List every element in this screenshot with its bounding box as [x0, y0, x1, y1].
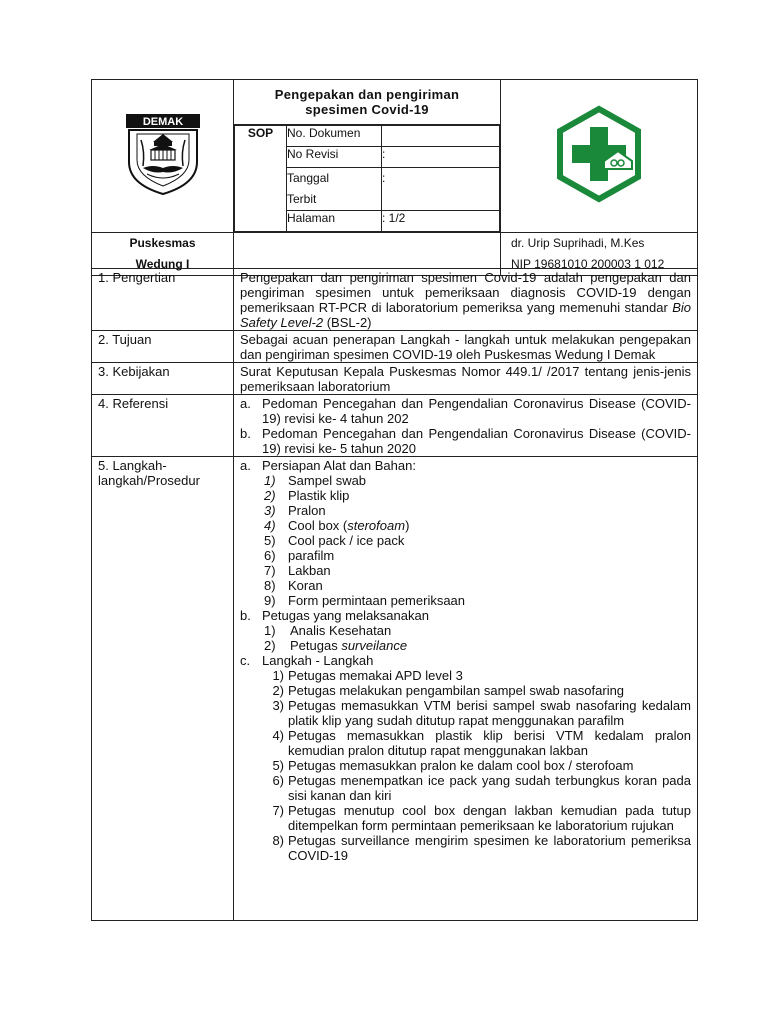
puskesmas-logo-cell — [501, 80, 698, 233]
list-item: 5) Cool pack / ice pack — [264, 533, 405, 548]
meta-label-no-dokumen: No. Dokumen — [287, 126, 382, 147]
list-item: 3) Petugas memasukkan VTM berisi sampel swab nasofaring kedalam platik klip yang sudah ditutup rapat menggunakan parafilm — [272, 698, 691, 728]
value-referensi — [234, 395, 698, 457]
demak-logo-cell — [92, 80, 234, 233]
row-kebijakan — [92, 363, 698, 395]
persiapan-list — [240, 473, 691, 608]
petugas-list — [240, 623, 691, 653]
document-title: Pengepakan dan pengiriman spesimen Covid-19 — [274, 87, 460, 117]
list-item: 2) Petugas melakukan pengambilan sampel swab nasofaring — [272, 683, 625, 698]
list-item: 6) Petugas menempatkan ice pack yang sudah terbungkus koran pada sisi kanan dan kiri — [272, 773, 691, 803]
meta-value-tanggal-terbit: : — [382, 168, 500, 211]
list-item: 9) Form permintaan pemeriksaan — [264, 593, 466, 608]
meta-value-halaman: : 1/2 — [382, 211, 500, 232]
label-tujuan: 2. Tujuan — [92, 331, 234, 363]
puskesmas-cross-logo — [554, 105, 644, 203]
value-kebijakan: Surat Keputusan Kepala Puskesmas Nomor 449.1/ /2017 tentang jenis-jenis pemeriksaan laboratorium — [234, 363, 698, 395]
row-pengertian — [92, 269, 698, 331]
row-prosedur — [92, 457, 698, 921]
list-item: 1) Analis Kesehatan — [264, 623, 392, 638]
list-item: a. Persiapan Alat dan Bahan: — [240, 458, 416, 473]
demak-logo-text: DEMAK — [142, 115, 183, 128]
demak-crest-logo — [123, 112, 203, 196]
sop-body-table — [91, 268, 698, 921]
value-tujuan: Sebagai acuan penerapan Langkah - langkah untuk melakukan pengepakan dan pengiriman spesimen COVID-19 oleh Puskesmas Wedung I Demak — [234, 331, 698, 363]
list-item: 5) Petugas memasukkan pralon ke dalam cool box / sterofoam — [272, 758, 634, 773]
list-item: a. Pedoman Pencegahan dan Pengendalian Coronavirus Disease (COVID-19) revisi ke- 4 tahun 202 — [240, 396, 691, 426]
list-item: 3) Pralon — [264, 503, 326, 518]
sop-header-table — [91, 79, 698, 276]
meta-value-no-dokumen — [382, 126, 500, 147]
list-item: 4) Cool box (sterofoam) — [264, 518, 410, 533]
list-item: 4) Petugas memasukkan plastik klip berisi VTM kedalam pralon kemudian pralon ditutup rapat menggunakan lakban — [272, 728, 691, 758]
list-item: 1) Sampel swab — [264, 473, 367, 488]
list-item: 7) Petugas menutup cool box dengan lakban kemudian pada tutup ditempelkan form permintaan pemeriksaan ke laboratorium rujukan — [272, 803, 691, 833]
meta-value-no-revisi: : — [382, 147, 500, 168]
list-item: 8) Koran — [264, 578, 323, 593]
list-item: 7) Lakban — [264, 563, 331, 578]
list-item: b. Pedoman Pencegahan dan Pengendalian Coronavirus Disease (COVID-19) revisi ke- 5 tahun 2020 — [240, 426, 691, 456]
signer-nip: NIP 19681010 200003 1 012 — [511, 257, 665, 271]
label-kebijakan: 3. Kebijakan — [92, 363, 234, 395]
meta-label-halaman: Halaman — [287, 211, 382, 232]
label-prosedur: 5. Langkah- langkah/Prosedur — [92, 457, 234, 921]
list-item: b. Petugas yang melaksanakan — [240, 608, 429, 623]
label-referensi: 4. Referensi — [92, 395, 234, 457]
list-item: 2) Petugas surveilance — [264, 638, 408, 653]
meta-label-tanggal-terbit: Tanggal Terbit — [287, 168, 382, 211]
value-pengertian: Pengepakan dan pengiriman spesimen Covid-19 adalah pengepakan dan pengiriman spesimen untuk pemeriksaan diagnosis COVID-19 dengan pemeriksaan RT-PCR di laboratorium pemeriksa yang memenuhi standar Bio Safety Level-2 (BSL-2) — [234, 269, 698, 331]
list-item: 6) parafilm — [264, 548, 335, 563]
list-item: 1) Petugas memakai APD level 3 — [272, 668, 463, 683]
sop-meta-cell — [234, 125, 501, 233]
sop-label: SOP — [235, 126, 287, 232]
signer-name: dr. Urip Suprihadi, M.Kes — [511, 236, 645, 250]
list-item: 8) Petugas surveillance mengirim spesimen ke laboratorium pemeriksa COVID-19 — [272, 833, 691, 863]
sop-meta-table — [234, 125, 500, 232]
document-title-cell — [234, 80, 501, 125]
label-pengertian: 1. Pengertian — [92, 269, 234, 331]
list-item: c. Langkah - Langkah — [240, 653, 374, 668]
list-item: 2) Plastik klip — [264, 488, 350, 503]
row-referensi — [92, 395, 698, 457]
langkah-list — [240, 668, 691, 863]
meta-label-no-revisi: No Revisi — [287, 147, 382, 168]
value-prosedur — [234, 457, 698, 921]
puskesmas-name: Puskesmas Wedung I — [129, 236, 196, 271]
row-tujuan — [92, 331, 698, 363]
